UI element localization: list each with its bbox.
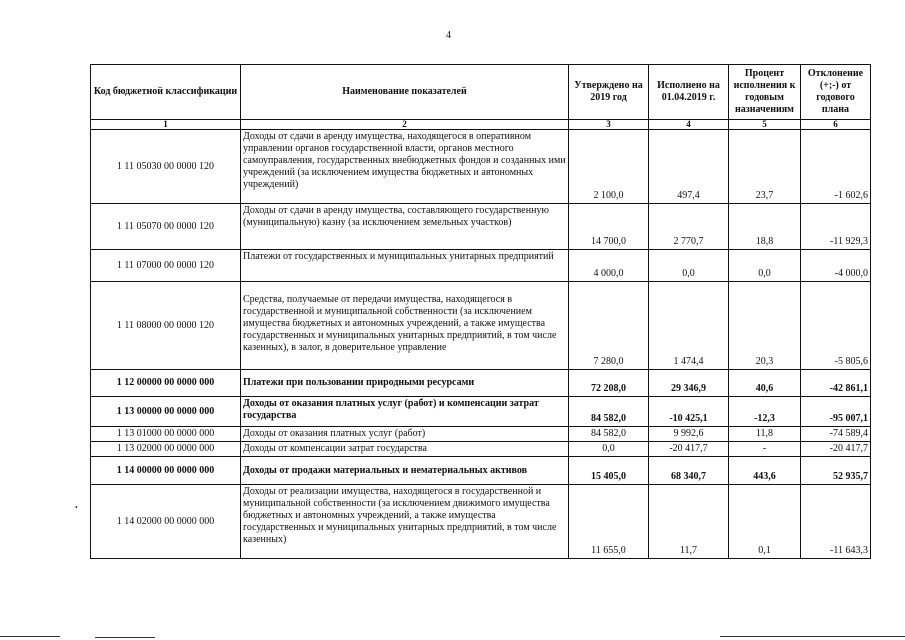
indicator-name: Доходы от оказания платных услуг (работ) и компенсации затрат государства (241, 397, 569, 427)
budget-code: 1 11 05030 00 0000 120 (91, 130, 241, 204)
header-deviation: Отклонение (+;-) от годового плана (801, 65, 871, 120)
budget-code: 1 13 02000 00 0000 000 (91, 442, 241, 457)
scan-edge-line (0, 636, 60, 637)
percent-value: 0,1 (729, 485, 801, 559)
indicator-name: Доходы от компенсации затрат государства (241, 442, 569, 457)
indicator-name: Средства, получаемые от передачи имущества, находящегося в государственной и муниципальной собственности (за исключением имущества бюджетных и автономных учреждений, а также имущества государственных и муниципальных унитарных предприятий, в том числе казенных), в залог, в доверительное управление (241, 282, 569, 370)
percent-value: -12,3 (729, 397, 801, 427)
deviation-value: -4 000,0 (801, 250, 871, 282)
percent-value: 20,3 (729, 282, 801, 370)
approved-value: 84 582,0 (569, 397, 649, 427)
deviation-value: -74 589,4 (801, 427, 871, 442)
deviation-value: -95 007,1 (801, 397, 871, 427)
table-row (91, 282, 871, 370)
percent-value: 40,6 (729, 370, 801, 397)
percent-value: 18,8 (729, 204, 801, 250)
budget-code: 1 13 00000 00 0000 000 (91, 397, 241, 427)
page-number: 4 (446, 30, 451, 41)
executed-value: 2 770,7 (649, 204, 729, 250)
header-percent: Процент исполнения к годовым назначениям (729, 65, 801, 120)
budget-code: 1 14 02000 00 0000 000 (91, 485, 241, 559)
budget-code: 1 13 01000 00 0000 000 (91, 427, 241, 442)
column-number-row (91, 120, 871, 130)
column-number: 2 (241, 120, 569, 130)
table-row (91, 397, 871, 427)
header-executed: Исполнено на 01.04.2019 г. (649, 65, 729, 120)
deviation-value: -42 861,1 (801, 370, 871, 397)
approved-value: 14 700,0 (569, 204, 649, 250)
executed-value: 1 474,4 (649, 282, 729, 370)
percent-value: 11,8 (729, 427, 801, 442)
budget-code: 1 11 07000 00 0000 120 (91, 250, 241, 282)
deviation-value: -1 602,6 (801, 130, 871, 204)
indicator-name: Доходы от продажи материальных и нематериальных активов (241, 457, 569, 485)
table-row (91, 204, 871, 250)
column-number: 5 (729, 120, 801, 130)
approved-value: 11 655,0 (569, 485, 649, 559)
indicator-name: Доходы от сдачи в аренду имущества, составляющего государственную (муниципальную) казну (за исключением земельных участков) (241, 204, 569, 250)
table-row (91, 457, 871, 485)
table-row (91, 130, 871, 204)
column-number: 6 (801, 120, 871, 130)
approved-value: 0,0 (569, 442, 649, 457)
indicator-name: Платежи при пользовании природными ресурсами (241, 370, 569, 397)
executed-value: 68 340,7 (649, 457, 729, 485)
deviation-value: -20 417,7 (801, 442, 871, 457)
approved-value: 84 582,0 (569, 427, 649, 442)
indicator-name: Доходы от оказания платных услуг (работ) (241, 427, 569, 442)
deviation-value: -5 805,6 (801, 282, 871, 370)
approved-value: 4 000,0 (569, 250, 649, 282)
executed-value: 11,7 (649, 485, 729, 559)
indicator-name: Доходы от сдачи в аренду имущества, находящегося в оперативном управлении органов государственной власти, органов местного самоуправления, государственных внебюджетных фондов и созданных ими учреждений (за исключением имущества бюджетных и автономных учреждений) (241, 130, 569, 204)
budget-table (90, 64, 871, 559)
scan-edge-line (95, 637, 155, 638)
table-row (91, 485, 871, 559)
approved-value: 2 100,0 (569, 130, 649, 204)
header-code: Код бюджетной классификации (91, 65, 241, 120)
deviation-value: 52 935,7 (801, 457, 871, 485)
indicator-name: Доходы от реализации имущества, находящегося в государственной и муниципальной собственности (за исключением движимого имущества бюджетных и автономных учреждений, а также имущества государственных и муниципальных унитарных предприятий, в том числе казенных) (241, 485, 569, 559)
executed-value: 497,4 (649, 130, 729, 204)
executed-value: 0,0 (649, 250, 729, 282)
executed-value: -10 425,1 (649, 397, 729, 427)
table-header-row (91, 65, 871, 120)
executed-value: 9 992,6 (649, 427, 729, 442)
percent-value: 23,7 (729, 130, 801, 204)
approved-value: 7 280,0 (569, 282, 649, 370)
deviation-value: -11 929,3 (801, 204, 871, 250)
percent-value: 0,0 (729, 250, 801, 282)
column-number: 1 (91, 120, 241, 130)
scan-edge-line (720, 636, 905, 637)
percent-value: - (729, 442, 801, 457)
budget-code: 1 12 00000 00 0000 000 (91, 370, 241, 397)
budget-code: 1 11 08000 00 0000 120 (91, 282, 241, 370)
budget-code: 1 11 05070 00 0000 120 (91, 204, 241, 250)
table-row (91, 442, 871, 457)
percent-value: 443,6 (729, 457, 801, 485)
column-number: 4 (649, 120, 729, 130)
executed-value: -20 417,7 (649, 442, 729, 457)
deviation-value: -11 643,3 (801, 485, 871, 559)
table-row (91, 250, 871, 282)
executed-value: 29 346,9 (649, 370, 729, 397)
header-name: Наименование показателей (241, 65, 569, 120)
table-row (91, 427, 871, 442)
scan-dot: • (75, 503, 78, 512)
column-number: 3 (569, 120, 649, 130)
budget-code: 1 14 00000 00 0000 000 (91, 457, 241, 485)
approved-value: 15 405,0 (569, 457, 649, 485)
table-row (91, 370, 871, 397)
header-approved: Утверждено на 2019 год (569, 65, 649, 120)
approved-value: 72 208,0 (569, 370, 649, 397)
indicator-name: Платежи от государственных и муниципальных унитарных предприятий (241, 250, 569, 282)
